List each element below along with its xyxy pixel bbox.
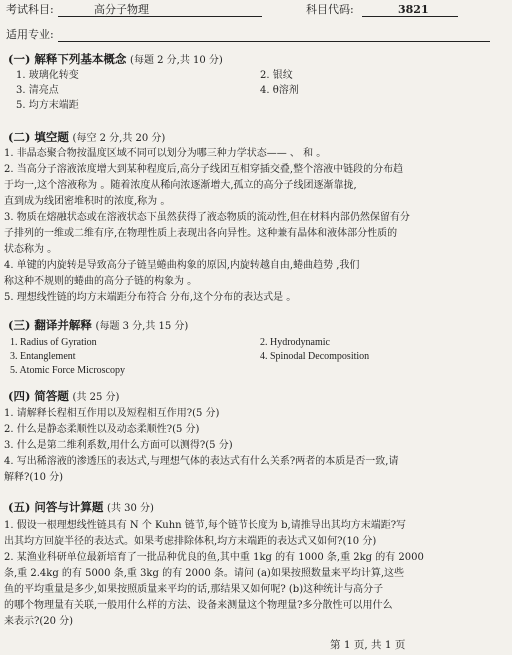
s5-line-3: 2. 某渔业科研单位最新培育了一批品种优良的鱼,其中重 1kg 的有 1000 条,重 2kg 的有 2000 xyxy=(4,552,424,563)
s4-line-4: 4. 写出稀溶液的渗透压的表达式,与理想气体的表达式有什么关系?两者的本质是否一致,请 xyxy=(4,456,399,467)
s1-item-2: 2. 银纹 xyxy=(260,70,293,81)
s2-line-5: 3. 物质在熔融状态或在溶液状态下虽然获得了液态物质的流动性,但在材料内部仍然保留有分 xyxy=(4,212,410,223)
s5-line-2: 出其均方回旋半径的表达式。如果考虑排除体积,均方末端距的表达式又如何?(10 分) xyxy=(4,536,377,547)
s5-line-1: 1. 假设一根理想线性链具有 N 个 Kuhn 链节,每个链节长度为 b,请推导出其均方末端距?写 xyxy=(4,520,407,531)
section-1-points: (每题 2 分,共 10 分) xyxy=(130,55,223,66)
code-underline xyxy=(362,16,458,17)
s2-line-10: 5. 理想线性链的均方末端距分布符合 分布,这个分布的表达式是 。 xyxy=(4,292,297,303)
s4-line-5: 解释?(10 分) xyxy=(4,472,64,483)
s1-item-4: 4. θ溶剂 xyxy=(260,85,299,96)
subject-value: 高分子物理 xyxy=(94,3,149,16)
s2-line-9: 称这种不规则的蜷曲的高分子链的构象为 。 xyxy=(4,276,198,287)
section-4-points: (共 25 分) xyxy=(72,392,120,403)
s3-item-5: 5. Atomic Force Microscopy xyxy=(10,365,125,376)
section-4-title: (四) 简答题 xyxy=(8,389,69,403)
code-value: 3821 xyxy=(398,3,429,16)
section-3-title: (三) 翻译并解释 xyxy=(8,318,92,332)
s2-line-4: 直到成为线团密堆积时的浓度,称为 。 xyxy=(4,196,171,207)
section-2-points: (每空 2 分,共 20 分) xyxy=(72,133,166,144)
s3-item-2: 2. Hydrodynamic xyxy=(260,337,330,348)
section-5-title: (五) 问答与计算题 xyxy=(8,500,104,514)
s1-item-1: 1. 玻璃化转变 xyxy=(16,70,79,81)
s3-item-1: 1. Radius of Gyration xyxy=(10,337,97,348)
major-underline xyxy=(58,41,490,42)
s3-item-3: 3. Entanglement xyxy=(10,351,76,362)
s2-line-6: 子排列的一维或二维有序,在物理性质上表现出各向异性。这种兼有晶体和液体部分性质的 xyxy=(4,228,398,239)
subject-label: 考试科目: xyxy=(6,3,54,16)
s5-line-7: 来表示?(20 分) xyxy=(4,616,74,627)
section-2-heading xyxy=(8,130,165,146)
s4-line-1: 1. 请解释长程相互作用以及短程相互作用?(5 分) xyxy=(4,408,220,419)
section-3-heading xyxy=(8,318,188,334)
section-5-heading xyxy=(8,500,154,516)
s5-line-6: 的哪个物理量有关联,一般用什么样的方法、设备来测量这个物理量?多分散性可以用什么 xyxy=(4,600,393,611)
s2-line-8: 4. 单键的内旋转是导致高分子链呈蜷曲构象的原因,内旋转越自由,蜷曲趋势 ,我们 xyxy=(4,260,360,271)
s2-line-1: 1. 非晶态聚合物按温度区域不同可以划分为哪三种力学状态—— 、 和 。 xyxy=(4,148,327,159)
s2-line-3: 于均一,这个溶液称为 。随着浓度从稀向浓逐渐增大,孤立的高分子线团逐渐靠拢, xyxy=(4,180,357,191)
s1-item-3: 3. 清亮点 xyxy=(16,85,59,96)
s4-line-3: 3. 什么是第二维利系数,用什么方面可以测得?(5 分) xyxy=(4,440,233,451)
section-5-points: (共 30 分) xyxy=(107,503,154,514)
code-label: 科目代码: xyxy=(306,3,354,16)
s5-line-4: 条,重 2.4kg 的有 5000 条,重 3kg 的有 2000 条。请问 (a)如果按照数量来平均计算,这些 xyxy=(4,568,404,579)
s2-line-7: 状态称为 。 xyxy=(4,244,58,255)
s4-line-2: 2. 什么是静态柔顺性以及动态柔顺性?(5 分) xyxy=(4,424,200,435)
section-1-title: (一) 解释下列基本概念 xyxy=(8,52,127,66)
s2-line-2: 2. 当高分子溶液浓度增大到某种程度后,高分子线团互相穿插交叠,整个溶液中链段的分布趋 xyxy=(4,164,404,175)
section-1-heading xyxy=(8,52,223,68)
section-3-points: (每题 3 分,共 15 分) xyxy=(95,321,189,332)
section-4-heading xyxy=(8,389,119,405)
page-number-footer: 第 1 页, 共 1 页 xyxy=(330,639,406,651)
s5-line-5: 鱼的平均重量是多少,如果按照质量来平均的话,那结果又如何呢? (b)这种统计与高分子 xyxy=(4,584,384,595)
major-label: 适用专业: xyxy=(6,28,54,41)
s3-item-4: 4. Spinodal Decomposition xyxy=(260,351,370,362)
section-2-title: (二) 填空题 xyxy=(8,130,69,144)
subject-underline xyxy=(58,16,262,17)
s1-item-5: 5. 均方末端距 xyxy=(16,100,79,111)
